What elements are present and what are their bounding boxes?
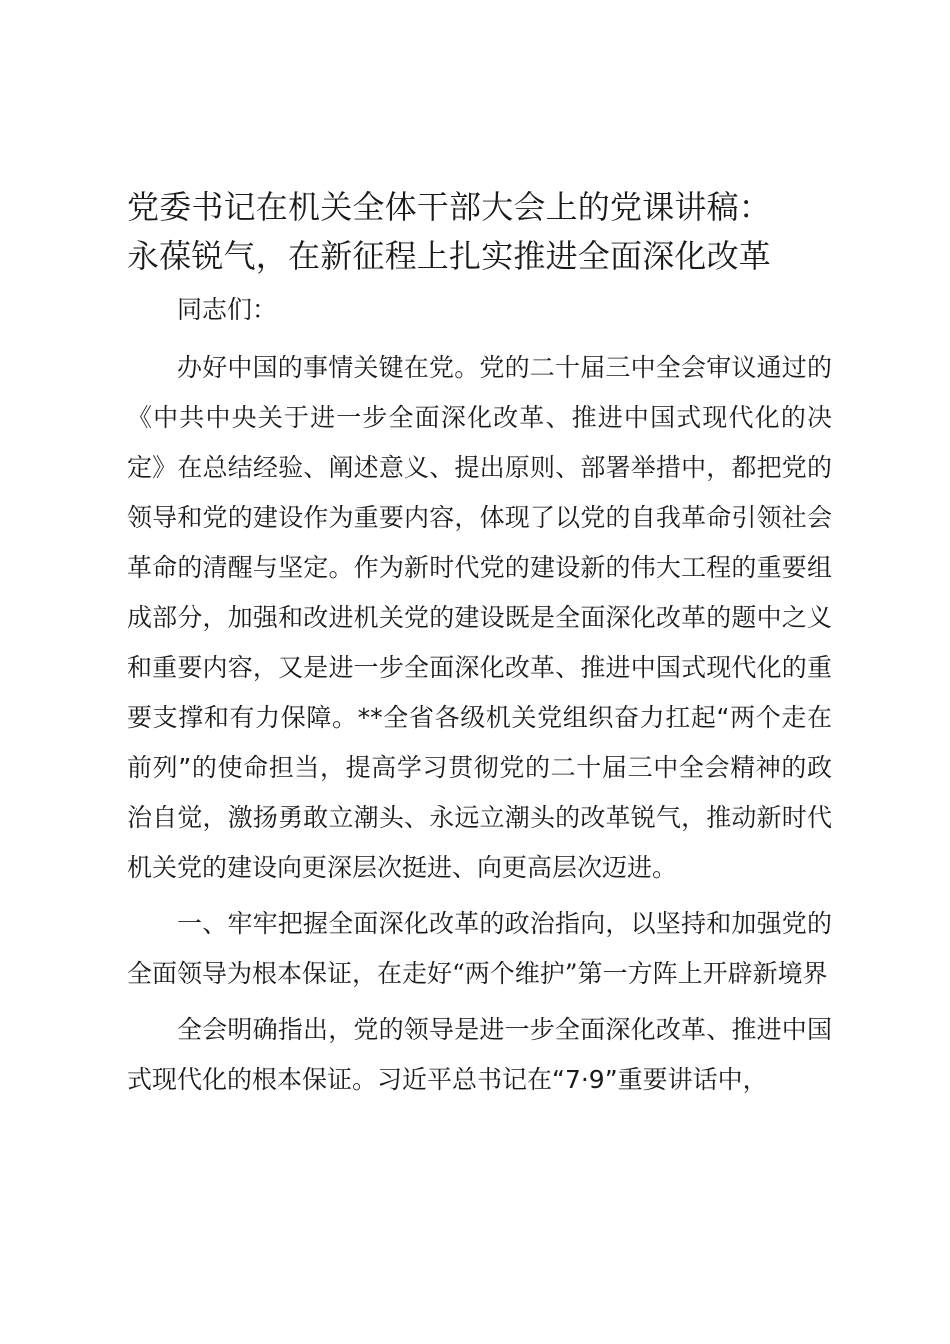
salutation: 同志们： — [177, 295, 278, 324]
title-line-2: 永葆锐气，在新征程上扎实推进全面深化改革 — [127, 237, 772, 275]
section-heading-1: 一、牢牢把握全面深化改革的政治指向，以坚持和加强党的全面领导为根本保证，在走好“两个维护”第一方阵上开辟新境界 — [127, 909, 832, 988]
paragraph-intro: 办好中国的事情关键在党。党的二十届三中全会审议通过的《中共中央关于进一步全面深化改革、推进中国式现代化的决定》在总结经验、阐述意义、提出原则、部署举措中，都把党的领导和党的建设作为重要内容，体现了以党的自我革命引领社会革命的清醒与坚定。作为新时代党的建设新的伟大工程的重要组成部分，加强和改进机关党的建设既是全面深化改革的题中之义和重要内容，又是进一步全面深化改革、推进中国式现代化的重要支撑和有力保障。**全省各级机关党组织奋力扛起“两个走在前列”的使命担当，提高学习贯彻党的二十届三中全会精神的政治自觉，激扬勇敢立潮头、永远立潮头的改革锐气，推动新时代机关党的建设向更深层次挺进、向更高层次迈进。 — [127, 353, 832, 882]
title-line-1: 党委书记在机关全体干部大会上的党课讲稿： — [127, 188, 772, 226]
document-title — [127, 183, 832, 281]
document-body — [127, 183, 832, 1105]
paragraph-section-1: 全会明确指出，党的领导是进一步全面深化改革、推进中国式现代化的根本保证。习近平总书记在“7·9”重要讲话中， — [127, 1015, 832, 1094]
